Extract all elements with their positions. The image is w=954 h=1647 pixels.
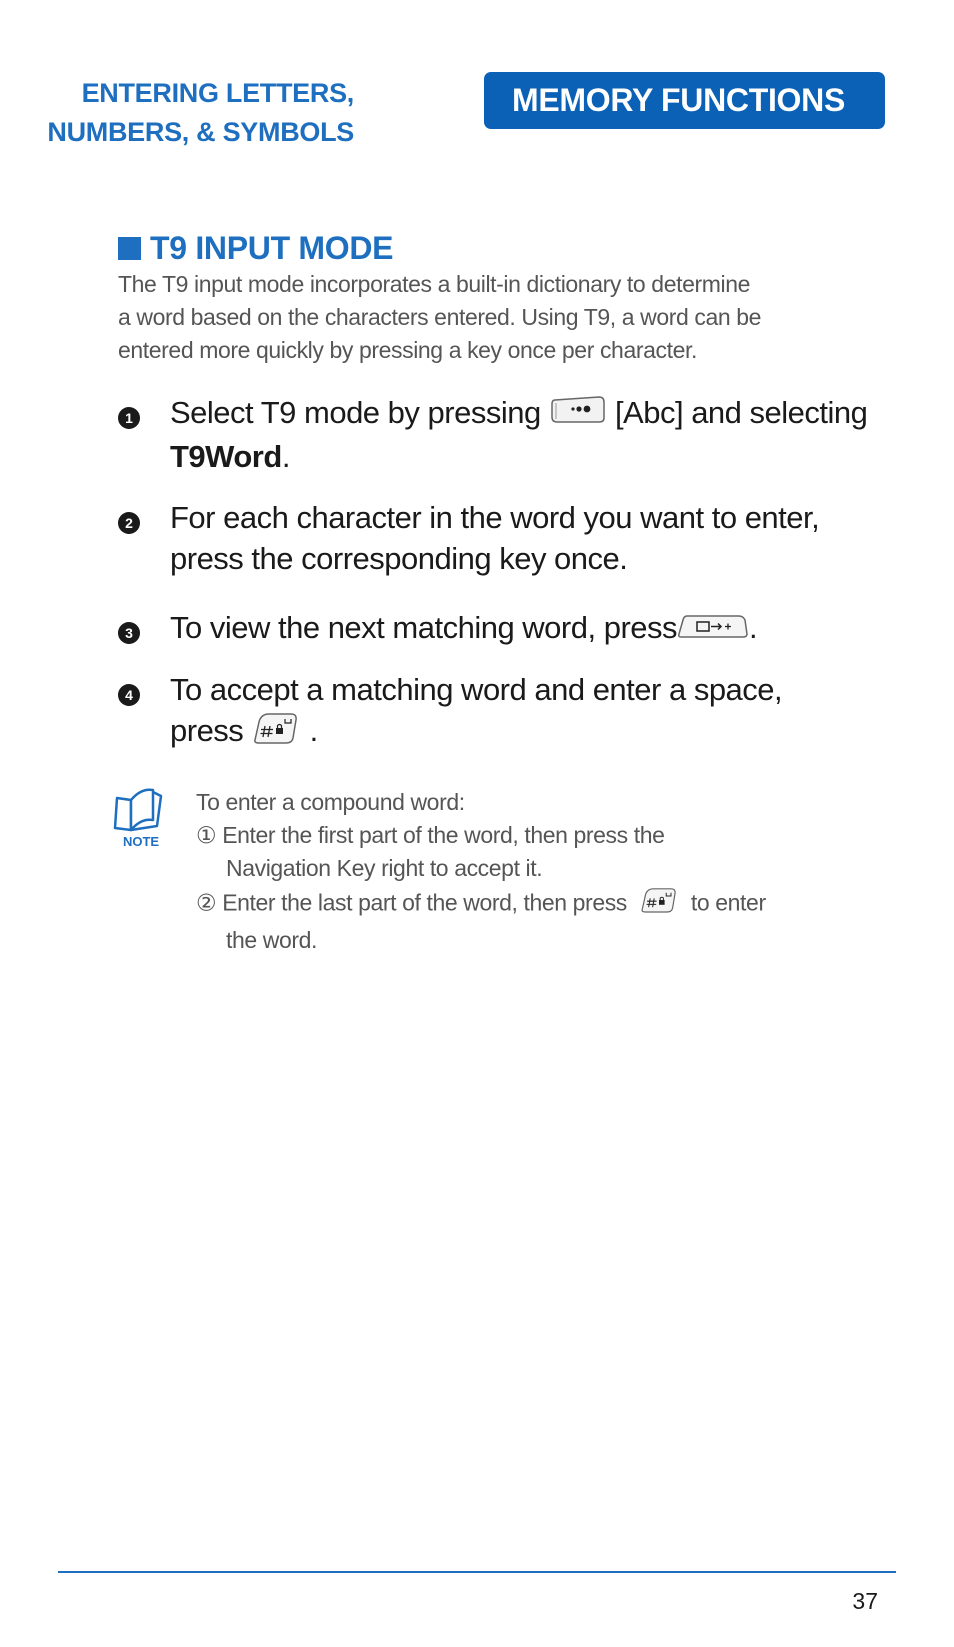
note-item-1-line2: Navigation Key right to accept it. [226, 855, 543, 881]
next-word-key-icon [677, 609, 749, 650]
heading-text: T9 INPUT MODE [150, 230, 394, 266]
step-3-part1: To view the next matching word, press [170, 610, 678, 645]
step-2-bullet: 2 [118, 512, 140, 534]
step-1-tail: . [281, 438, 290, 474]
step-1-bold: T9Word [170, 438, 282, 474]
section-title-line1: ENTERING LETTERS, [81, 78, 354, 108]
step-2-line1: For each character in the word you want to enter, [170, 500, 820, 535]
step-2-text [170, 497, 870, 579]
step-3-tail: . [749, 610, 758, 645]
heading-square-icon [118, 237, 141, 260]
intro-line: entered more quickly by pressing a key once per character. [118, 337, 697, 363]
intro-paragraph [118, 268, 838, 367]
step-3-text [170, 607, 870, 650]
note-title: To enter a compound word: [196, 789, 465, 815]
step-4-tail: . [309, 713, 318, 749]
pound-key-icon [251, 710, 301, 756]
page-number: 37 [852, 1588, 878, 1614]
pound-key-icon [639, 885, 679, 924]
chapter-tab: MEMORY FUNCTIONS [484, 72, 885, 129]
step-3-bullet: 3 [118, 622, 140, 644]
step-4-bullet: 4 [118, 684, 140, 706]
note-item-2-part2: to enter [690, 889, 766, 916]
note-item-2-line2: the word. [226, 927, 318, 953]
note-body [196, 786, 836, 957]
step-4-part2: press [170, 713, 244, 749]
note-label: NOTE [122, 834, 160, 849]
section-title [34, 74, 354, 152]
step-2-line2: press the corresponding key once. [170, 541, 628, 576]
soft-key-icon [549, 394, 607, 436]
step-4-line1: To accept a matching word and enter a space, [170, 672, 783, 707]
step-1-part2: [Abc] and selecting [614, 395, 868, 430]
note-item-2-part1: ② Enter the last part of the word, then press [196, 889, 627, 916]
intro-line: The T9 input mode incorporates a built-in dictionary to determine [118, 271, 750, 297]
note-book-icon [113, 786, 169, 855]
page-heading [118, 228, 393, 268]
step-1-part1: Select T9 mode by pressing [170, 395, 541, 430]
intro-line: a word based on the characters entered. Using T9, a word can be [118, 304, 762, 330]
step-4-text [170, 669, 870, 756]
step-1-bullet: 1 [118, 407, 140, 429]
footer-divider [58, 1571, 896, 1573]
step-1-text [170, 392, 870, 477]
note-item-1-line1: ① Enter the first part of the word, then press the [196, 822, 665, 848]
section-title-line2: NUMBERS, & SYMBOLS [47, 117, 354, 147]
